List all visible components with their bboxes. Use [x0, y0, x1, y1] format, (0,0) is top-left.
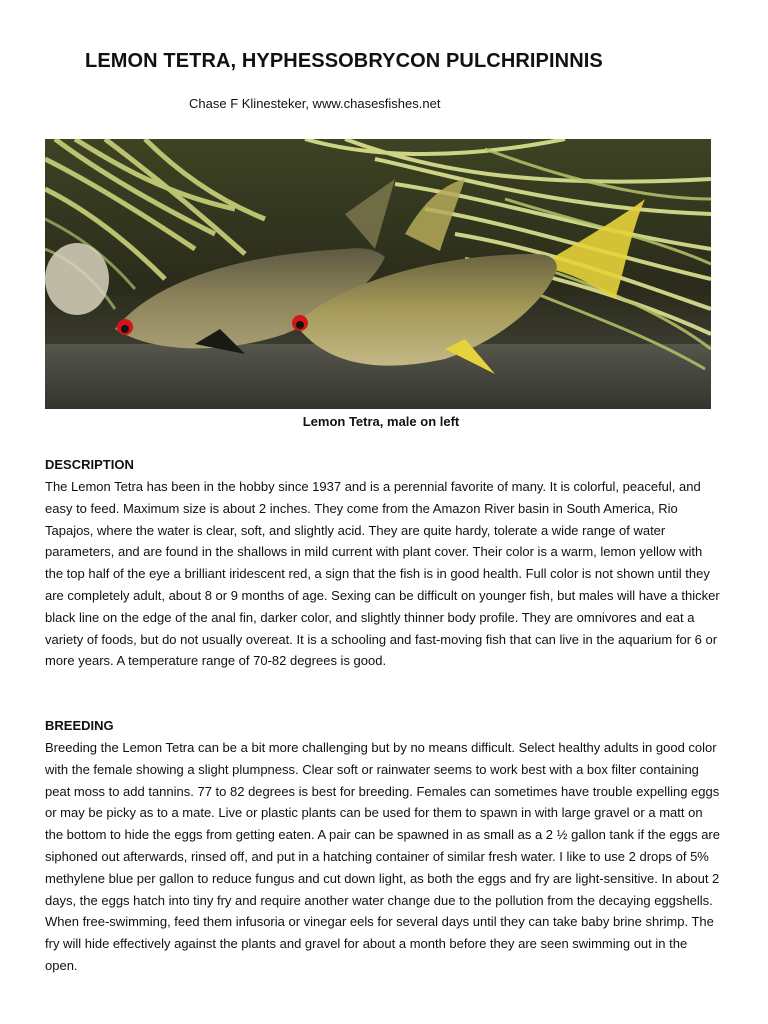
description-heading: DESCRIPTION: [45, 457, 134, 472]
breeding-heading: BREEDING: [45, 718, 114, 733]
byline: Chase F Klinesteker, www.chasesfishes.net: [189, 96, 441, 111]
photo-caption: Lemon Tetra, male on left: [302, 414, 460, 429]
page-title: LEMON TETRA, HYPHESSOBRYCON PULCHRIPINNIS: [85, 50, 603, 72]
description-text: The Lemon Tetra has been in the hobby since 1937 and is a perennial favorite of many. It is colorful, peaceful, and easy to feed. Maximum size is about 2 inches. They come from the Amazon River basin in South America, Rio Tapajos, where the water is clear, soft, and slightly acid. They are quite hardy, tolerate a wide range of water parameters, and are found in the shallows in mild current with plant cover. Their color is a warm, lemon yellow with the top half of the eye a brilliant iridescent red, a sign that the fish is in good health. Full color is not shown until they are completely adult, about 8 or 9 months of age. Sexing can be difficult on younger fish, but males will have a thicker black line on the edge of the anal fin, darker color, and slightly thinner body profile. They are omnivores and eat a variety of foods, but do not usually overeat. It is a schooling and fast-moving fish that can live in the aquarium for 6 or more years. A temperature range of 70-82 degrees is good.: [45, 479, 720, 669]
breeding-text: Breeding the Lemon Tetra can be a bit more challenging but by no means difficult. Select healthy adults in good color with the female showing a slight plumpness. Clear soft or rainwater seems to work best with a box filter containing peat moss to add tannins. 77 to 82 degrees is best for breeding. Females can sometimes have trouble expelling eggs or may be picky as to a mate. Live or plastic plants can be used for them to spawn in with large gravel or a matt on the bottom to hide the eggs from getting eaten. A pair can be spawned in as small as a 2 ½ gallon tank if the eggs are siphoned out afterwards, rinsed off, and put in a hatching container of similar fresh water. I like to use 2 drops of 5% methylene blue per gallon to reduce fungus and cut down light, as both the eggs and fry are light-sensitive. In about 2 days, the eggs hatch into tiny fry and require another water change due to the pollution from the decaying eggshells. When free-swimming, feed them infusoria or vinegar eels for several days until they can take baby brine shrimp. The fry will hide effectively against the plants and gravel for about a month before they are seen swimming out in the open.: [45, 740, 720, 973]
fish-photo-illustration: [45, 139, 711, 409]
lemon-tetra-photo: [45, 139, 711, 409]
